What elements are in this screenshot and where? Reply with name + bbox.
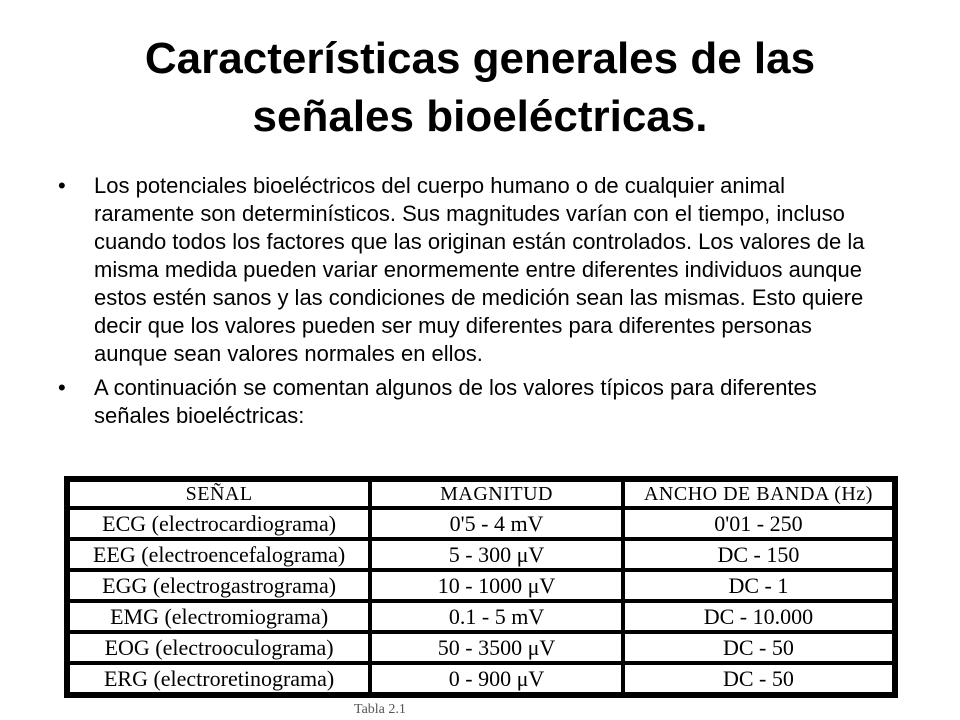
cell-bandwidth: DC - 10.000 xyxy=(623,601,895,632)
cell-bandwidth: DC - 50 xyxy=(623,632,895,663)
cell-magnitude: 0.1 - 5 mV xyxy=(370,601,623,632)
cell-signal: EMG (electromiograma) xyxy=(67,601,370,632)
bullet-icon: • xyxy=(58,173,66,198)
signals-table-image xyxy=(64,476,898,720)
header-signal: SEÑAL xyxy=(67,479,370,508)
table-row xyxy=(67,601,895,632)
cell-magnitude: 0'5 - 4 mV xyxy=(370,508,623,539)
cell-signal: EEG (electroencefalograma) xyxy=(67,539,370,570)
table-header-row xyxy=(67,479,895,508)
bullet-item xyxy=(58,172,878,368)
bullet-icon: • xyxy=(58,375,66,400)
cell-bandwidth: DC - 150 xyxy=(623,539,895,570)
table-row xyxy=(67,539,895,570)
bullet-text: A continuación se comentan algunos de los valores típicos para diferentes señales bioeléctricas: xyxy=(94,375,817,428)
cell-magnitude: 10 - 1000 μV xyxy=(370,570,623,601)
table-row xyxy=(67,570,895,601)
slide-title-line-2: señales bioeléctricas. xyxy=(252,92,708,141)
table-row xyxy=(67,663,895,695)
table-row xyxy=(67,508,895,539)
bullet-text: Los potenciales bioeléctricos del cuerpo humano o de cualquier animal raramente son determinísticos. Sus magnitudes varían con el tiempo, incluso cuando todos los factores que las originan están controlados. Los valores de la misma medida pueden variar enormemente entre diferentes individuos aunque estos estén sanos y las condiciones de medición sean las mismas. Esto quiere decir que los valores pueden ser muy diferentes para diferentes personas aunque sean valores normales en ellos. xyxy=(94,173,865,366)
cell-bandwidth: DC - 50 xyxy=(623,663,895,695)
table-row xyxy=(67,632,895,663)
slide-title xyxy=(40,30,920,146)
cell-bandwidth: 0'01 - 250 xyxy=(623,508,895,539)
signals-table xyxy=(64,476,898,698)
bullet-item xyxy=(58,374,878,430)
cell-signal: ECG (electrocardiograma) xyxy=(67,508,370,539)
cell-magnitude: 5 - 300 μV xyxy=(370,539,623,570)
cell-bandwidth: DC - 1 xyxy=(623,570,895,601)
bullet-list xyxy=(58,172,878,454)
cell-magnitude: 50 - 3500 μV xyxy=(370,632,623,663)
slide-title-line-1: Características generales de las xyxy=(144,34,816,83)
table-caption: Tabla 2.1 xyxy=(354,702,406,717)
cell-signal: EOG (electrooculograma) xyxy=(67,632,370,663)
header-magnitude: MAGNITUD xyxy=(370,479,623,508)
cell-magnitude: 0 - 900 μV xyxy=(370,663,623,695)
cell-signal: EGG (electrogastrograma) xyxy=(67,570,370,601)
cell-signal: ERG (electroretinograma) xyxy=(67,663,370,695)
header-bandwidth: ANCHO DE BANDA (Hz) xyxy=(623,479,895,508)
